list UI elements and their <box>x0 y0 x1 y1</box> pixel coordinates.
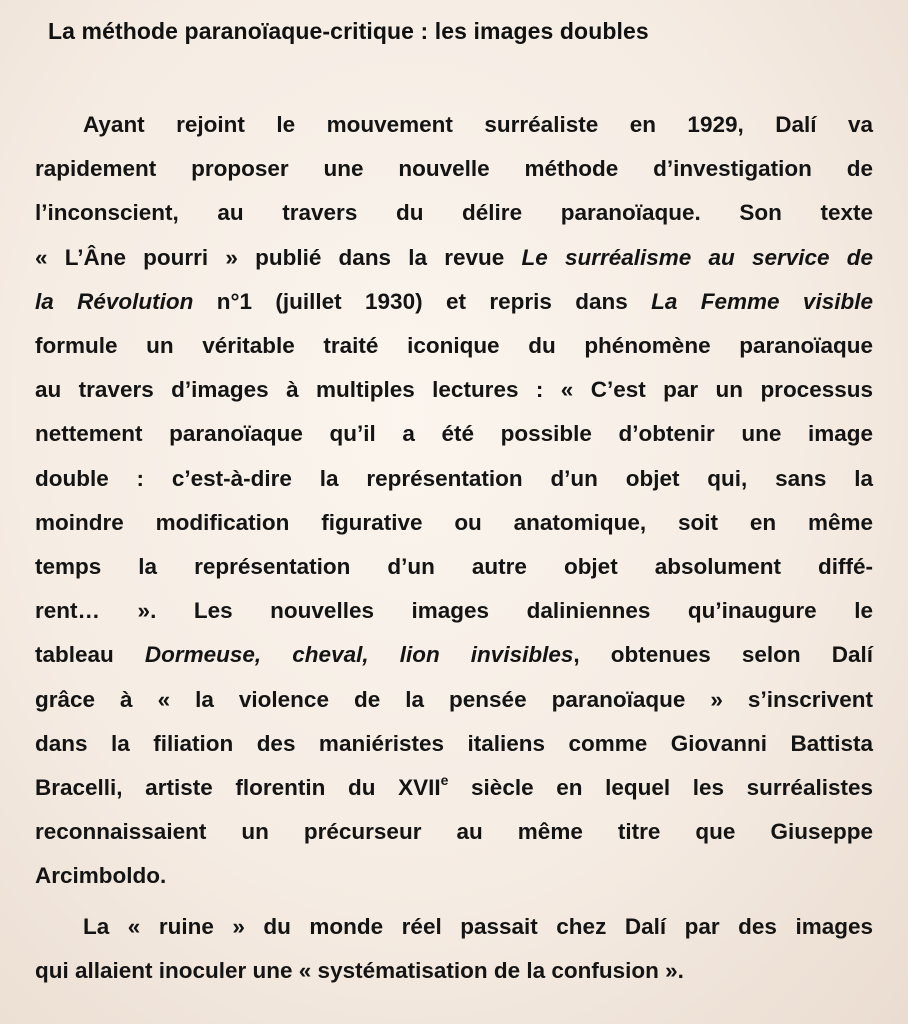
p1-line-13-text-end: , obtenues selon Dalí <box>573 642 873 668</box>
p1-line-7: au travers d’images à multiples lectures : « C’est par un processus <box>35 377 873 403</box>
p1-line-8: nettement paranoïaque qu’il a été possible d’obtenir une image <box>35 421 873 447</box>
p1-line-16 <box>35 766 873 810</box>
p1-line-18: Arcimboldo. <box>35 863 167 889</box>
p1-line-13-text: tableau <box>35 642 145 668</box>
p1-line-3: l’inconscient, au travers du délire paranoïaque. Son texte <box>35 200 873 226</box>
p1-line-15: dans la filiation des maniéristes italiens comme Giovanni Battista <box>35 730 873 756</box>
p1-line-10: moindre modification figurative ou anatomique, soit en même <box>35 509 873 535</box>
p1-line-6: formule un véritable traité iconique du phénomène paranoïaque <box>35 333 873 359</box>
painting-title: Dormeuse, cheval, lion invisibles <box>144 642 574 668</box>
document-title: La méthode paranoïaque-critique : les images doubles <box>48 18 649 44</box>
p1-line-4 <box>35 236 873 280</box>
p1-line-12: rent… ». Les nouvelles images daliniennes qu’inaugure le <box>35 598 873 624</box>
book-title: La Femme visible <box>651 288 873 314</box>
p1-line-13 <box>35 633 873 677</box>
p1-line-14: grâce à « la violence de la pensée paranoïaque » s’inscrivent <box>35 686 873 712</box>
p2-line-2: qui allaient inoculer une « systématisation de la confusion ». <box>35 957 684 983</box>
p1-line-5 <box>35 280 873 324</box>
p1-line-4-text: « L’Âne pourri » publié dans la revue <box>35 244 522 270</box>
journal-title-part-2: la Révolution <box>35 288 194 314</box>
journal-title-part-1: Le surréalisme au service de <box>521 244 874 270</box>
p1-line-17: reconnaissaient un précurseur au même titre que Giuseppe <box>35 819 873 845</box>
p1-line-16-text-end: siècle en lequel les surréalistes <box>448 775 873 801</box>
p1-line-5-text: n°1 (juillet 1930) et repris dans <box>193 288 652 314</box>
century-superscript: e <box>440 771 449 788</box>
p1-line-2: rapidement proposer une nouvelle méthode d’investigation de <box>35 156 873 182</box>
p1-line-1: Ayant rejoint le mouvement surréaliste en 1929, Dalí va <box>83 112 873 137</box>
p1-line-9: double : c’est-à-dire la représentation d’un objet qui, sans la <box>35 465 873 491</box>
body-text <box>35 103 873 993</box>
p2-line-1: La « ruine » du monde réel passait chez Dalí par des images <box>83 913 873 939</box>
p1-line-16-text: Bracelli, artiste florentin du XVII <box>35 775 441 801</box>
p1-line-11: temps la représentation d’un autre objet absolument diffé- <box>35 554 873 580</box>
